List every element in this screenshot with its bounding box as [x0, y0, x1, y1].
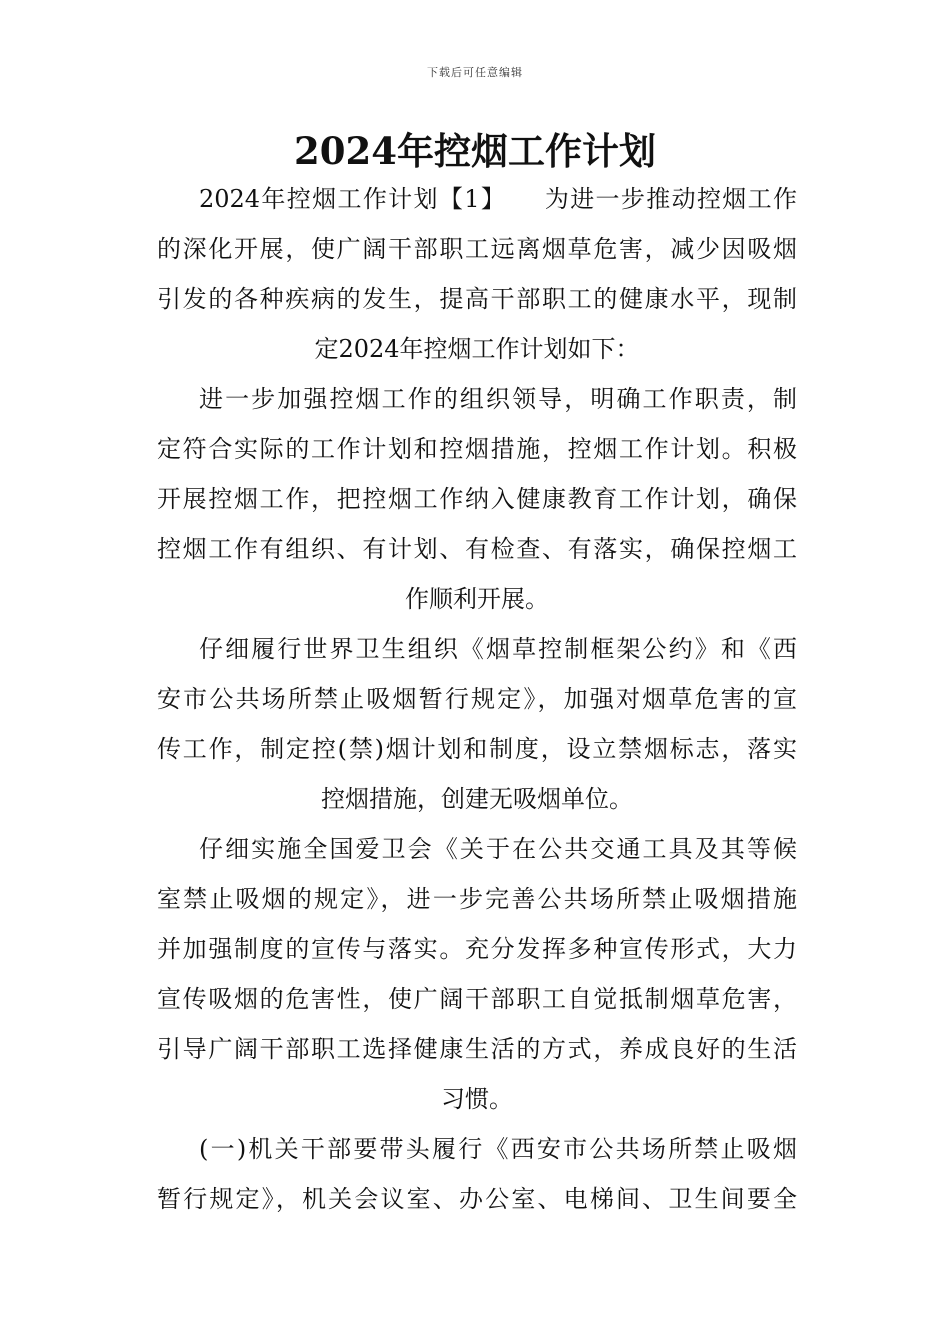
paragraph-line: 的深化开展，使广阔干部职工远离烟草危害，减少因吸烟: [157, 235, 797, 263]
paragraph-line: 仔细实施全国爱卫会《关于在公共交通工具及其等候: [199, 835, 797, 863]
paragraph-line: 作顺利开展。: [405, 585, 549, 613]
paragraph-line: 控烟工作有组织、有计划、有检查、有落实，确保控烟工: [157, 535, 797, 563]
paragraph-line: 暂行规定》，机关会议室、办公室、电梯间、卫生间要全: [157, 1185, 797, 1213]
paragraph-line: 传工作，制定控(禁)烟计划和制度，设立禁烟标志，落实: [157, 735, 797, 763]
paragraph-line: 室禁止吸烟的规定》，进一步完善公共场所禁止吸烟措施: [157, 885, 797, 913]
paragraph-line: 宣传吸烟的危害性，使广阔干部职工自觉抵制烟草危害，: [157, 985, 797, 1013]
document-body: [157, 174, 797, 1224]
paragraph-line: 定符合实际的工作计划和控烟措施，控烟工作计划。积极: [157, 435, 797, 463]
page-header-note: 下载后可任意编辑: [427, 66, 523, 79]
paragraph-line: 习惯。: [441, 1085, 513, 1113]
document-title: 2024年控烟工作计划: [294, 129, 656, 173]
paragraph-line: 2024年控烟工作计划【1】 为进一步推动控烟工作: [199, 185, 797, 213]
paragraph-line: 并加强制度的宣传与落实。充分发挥多种宣传形式，大力: [157, 935, 797, 963]
paragraph-line: 定2024年控烟工作计划如下：: [314, 335, 640, 363]
paragraph-line: 开展控烟工作，把控烟工作纳入健康教育工作计划，确保: [157, 485, 797, 513]
paragraph-line: 引导广阔干部职工选择健康生活的方式，养成良好的生活: [157, 1035, 797, 1063]
paragraph-line: (一)机关干部要带头履行《西安市公共场所禁止吸烟: [199, 1135, 797, 1163]
paragraph-line: 控烟措施，创建无吸烟单位。: [321, 785, 633, 813]
paragraph-line: 安市公共场所禁止吸烟暂行规定》，加强对烟草危害的宣: [157, 685, 797, 713]
paragraph-line: 引发的各种疾病的发生，提高干部职工的健康水平，现制: [157, 285, 797, 313]
paragraph-line: 仔细履行世界卫生组织《烟草控制框架公约》和《西: [199, 635, 797, 663]
paragraph-line: 进一步加强控烟工作的组织领导，明确工作职责，制: [199, 385, 797, 413]
